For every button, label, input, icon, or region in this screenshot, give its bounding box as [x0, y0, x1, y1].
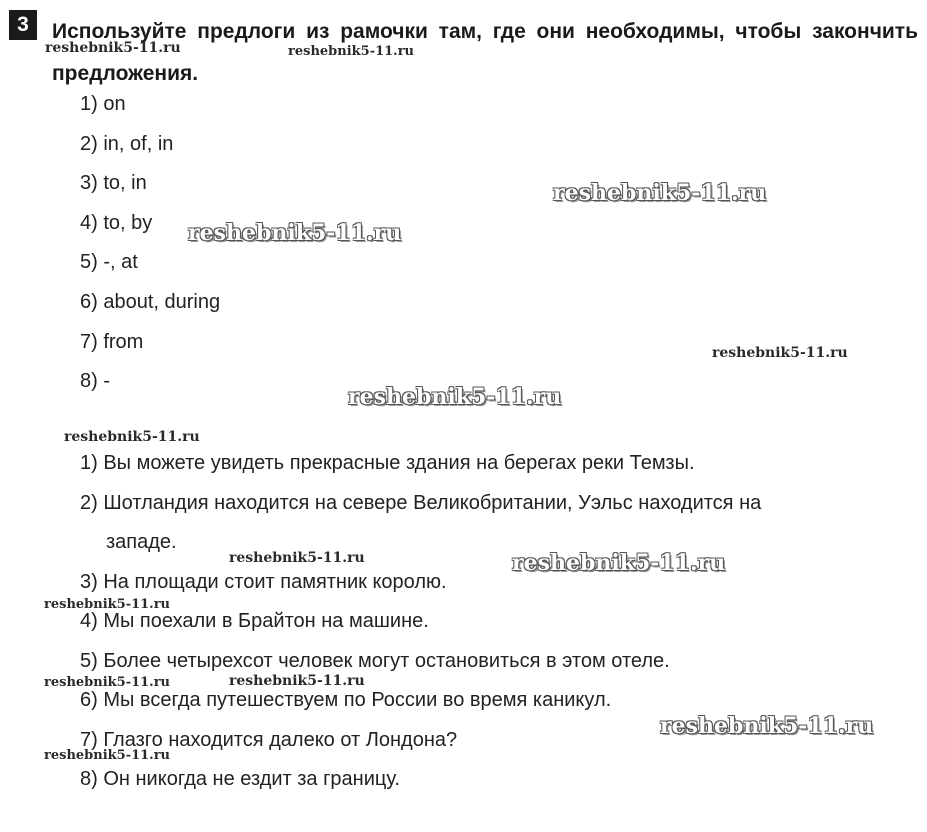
- translation-item: [80, 760, 918, 800]
- translation-text: 3) На площади стоит памятник королю.: [80, 570, 447, 593]
- translation-text: 5) Более четырехсот человек могут остановиться в этом отеле.: [80, 649, 670, 672]
- watermark: reshebnik5-11.ru: [553, 180, 767, 206]
- watermark: reshebnik5-11.ru: [188, 220, 402, 246]
- answer-item: 3) to, in: [80, 172, 147, 195]
- watermark: reshebnik5-11.ru: [660, 713, 874, 739]
- watermark: reshebnik5-11.ru: [44, 675, 171, 690]
- translation-item: [80, 681, 918, 721]
- watermark: reshebnik5-11.ru: [64, 429, 200, 445]
- watermark: reshebnik5-11.ru: [44, 748, 171, 763]
- translation-item: [80, 484, 918, 563]
- answer-item: 7) from: [80, 330, 144, 353]
- translation-text: 1) Вы можете увидеть прекрасные здания на берегах реки Темзы.: [80, 452, 695, 474]
- task-instruction: Используйте предлоги из рамочки там, где они необходимы, чтобы закончить предложения.: [52, 20, 918, 85]
- watermark: reshebnik5-11.ru: [348, 384, 562, 410]
- translation-text: 7) Глазго находится далеко от Лондона?: [80, 728, 458, 751]
- translation-item: [80, 642, 918, 682]
- task-number-badge: 3: [9, 10, 37, 40]
- translation-continuation: западе.: [106, 531, 177, 553]
- watermark: reshebnik5-11.ru: [512, 550, 726, 576]
- watermark: reshebnik5-11.ru: [229, 550, 365, 566]
- translation-text: 8) Он никогда не ездит за границу.: [80, 768, 400, 790]
- watermark: reshebnik5-11.ru: [45, 40, 181, 56]
- translation-item: [80, 444, 918, 484]
- answer-item: 8) -: [80, 370, 110, 393]
- answer-item: 6) about, during: [80, 290, 221, 313]
- answer-list: [80, 86, 220, 403]
- translation-item: [80, 721, 918, 761]
- watermark: reshebnik5-11.ru: [712, 345, 848, 361]
- translation-text: 2) Шотландия находится на севере Великобритании, Уэльс находится на: [80, 491, 762, 514]
- translation-item: [80, 602, 918, 642]
- answer-item: 4) to, by: [80, 211, 153, 234]
- watermark: reshebnik5-11.ru: [288, 44, 415, 59]
- translation-text: 6) Мы всегда путешествуем по России во время каникул.: [80, 689, 612, 711]
- answer-item: 2) in, of, in: [80, 132, 174, 155]
- answer-item: 5) -, at: [80, 251, 138, 274]
- translation-item: [80, 563, 918, 603]
- translation-list: [80, 444, 918, 800]
- watermark: reshebnik5-11.ru: [44, 597, 171, 612]
- answer-item: 1) on: [80, 93, 126, 115]
- translation-text: 4) Мы поехали в Брайтон на машине.: [80, 610, 429, 632]
- watermark: reshebnik5-11.ru: [229, 673, 365, 689]
